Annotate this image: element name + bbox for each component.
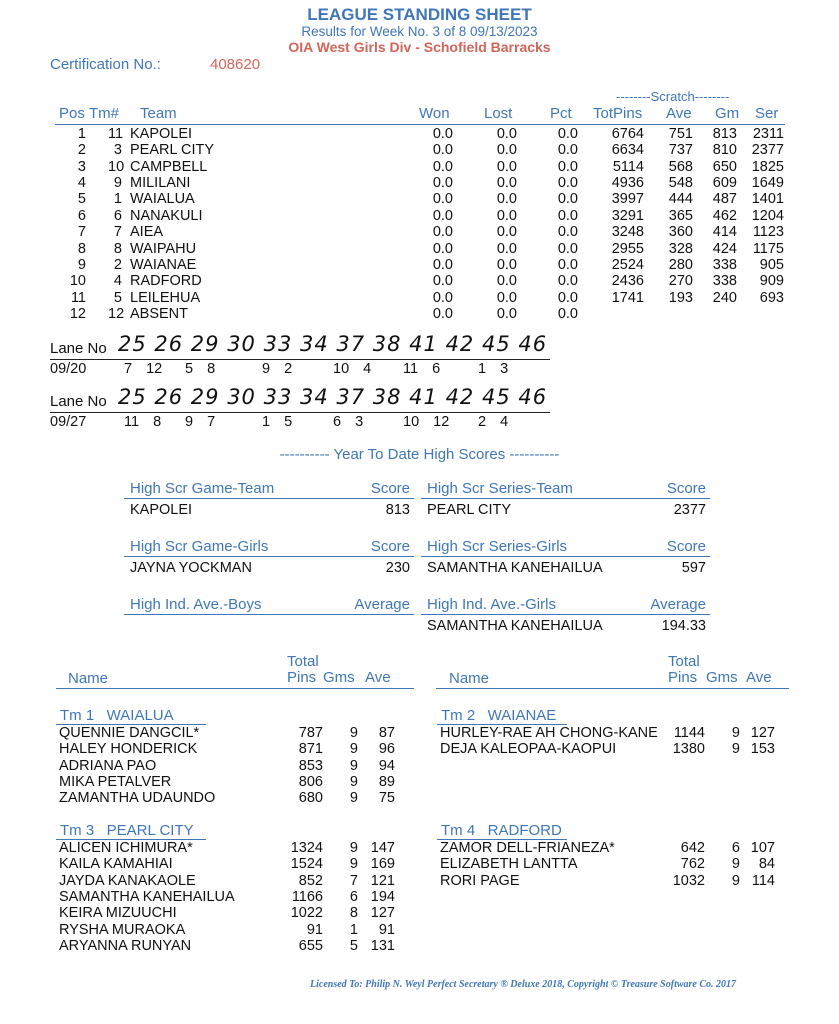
player-name: HURLEY-RAE AH CHONG-KANE [440, 725, 658, 741]
player-average: 153 [750, 741, 775, 758]
player-games: 5 [349, 937, 358, 954]
tm-num-cell: 9 [113, 175, 122, 192]
player-row [0, 725, 839, 741]
gm-cell: 424 [712, 240, 737, 257]
ser-cell: 1649 [751, 175, 784, 192]
lost-cell: 0.0 [496, 256, 517, 273]
ytd-box-value: 813 [385, 502, 410, 518]
ytd-box-name: KAPOLEI [130, 502, 193, 518]
won-cell: 0.0 [432, 289, 453, 306]
scratch-label: --------Scratch-------- [616, 89, 730, 104]
ytd-box-column: Score [666, 480, 706, 497]
ytd-box-value: 2377 [673, 502, 706, 518]
players-total-header: Total [668, 653, 700, 670]
lost-cell: 0.0 [496, 273, 517, 290]
tm-num-cell: 10 [108, 158, 125, 175]
lane-pair: 11 8 [124, 414, 162, 430]
totpins-cell: 4936 [611, 175, 644, 192]
player-games: 9 [349, 773, 358, 790]
player-name: RYSHA MURAOKA [59, 921, 186, 938]
pos-cell: 5 [77, 191, 86, 208]
standings-row [0, 191, 839, 207]
player-average: 169 [370, 856, 395, 873]
player-row [0, 889, 839, 905]
player-row [0, 840, 839, 856]
team-name-cell: RADFORD [130, 273, 202, 290]
ytd-box-column: Score [370, 538, 410, 555]
lost-cell: 0.0 [496, 126, 517, 142]
players-ave-header: Ave [365, 669, 391, 686]
ytd-box-name: PEARL CITY [427, 502, 512, 518]
pos-cell: 4 [77, 175, 86, 192]
lane-date: 09/20 [50, 361, 87, 377]
player-pins: 680 [298, 790, 323, 807]
player-pins: 806 [298, 773, 323, 790]
lost-cell: 0.0 [496, 305, 517, 322]
gm-cell: 813 [712, 126, 737, 142]
col-ave: Ave [666, 105, 692, 122]
team-block-title: Tm 1 WAIALUA [60, 707, 174, 724]
team-block-title: Tm 2 WAIANAE [441, 707, 557, 724]
won-cell: 0.0 [432, 256, 453, 273]
player-name: ZAMANTHA UDAUNDO [59, 790, 216, 807]
pos-cell: 10 [69, 273, 86, 290]
pct-cell: 0.0 [557, 289, 578, 306]
standings-header-rule [55, 124, 785, 125]
ave-cell: 328 [668, 240, 693, 257]
ytd-box-rule [421, 614, 710, 615]
standings-row [0, 257, 839, 273]
player-games: 9 [349, 856, 358, 873]
player-average: 84 [758, 856, 775, 873]
certification-number: 408620 [210, 56, 261, 73]
players-total-header: Total [287, 653, 319, 670]
player-average: 96 [378, 741, 395, 758]
gm-cell: 338 [712, 256, 737, 273]
lane-underline [50, 412, 550, 413]
player-row [0, 873, 839, 889]
won-cell: 0.0 [432, 191, 453, 208]
team-name-cell: ABSENT [130, 305, 189, 322]
pct-cell: 0.0 [557, 191, 578, 208]
totpins-cell: 6634 [611, 142, 644, 159]
ave-cell: 365 [668, 207, 693, 224]
col-tm: Tm# [89, 105, 119, 122]
standings-row [0, 306, 839, 322]
pct-cell: 0.0 [557, 240, 578, 257]
player-average: 89 [378, 773, 395, 790]
player-games: 9 [349, 757, 358, 774]
team-name-cell: LEILEHUA [130, 289, 201, 306]
player-average: 127 [750, 725, 775, 741]
player-pins: 91 [306, 921, 323, 938]
col-lost: Lost [484, 105, 513, 122]
gm-cell: 414 [712, 224, 737, 241]
gm-cell: 810 [712, 142, 737, 159]
player-name: HALEY HONDERICK [59, 741, 198, 758]
lane-pair: 10 12 [403, 414, 450, 430]
player-games: 7 [349, 872, 358, 889]
lane-underline [50, 359, 550, 360]
team-name-cell: CAMPBELL [130, 158, 208, 175]
player-name: ARYANNA RUNYAN [59, 937, 192, 954]
player-row [0, 758, 839, 774]
sheet-title: LEAGUE STANDING SHEET [307, 5, 532, 24]
player-pins: 852 [298, 872, 323, 889]
tm-num-cell: 1 [113, 191, 122, 208]
tm-num-cell: 3 [113, 142, 122, 159]
lost-cell: 0.0 [496, 224, 517, 241]
lane-pair: 7 12 [124, 361, 163, 377]
player-average: 127 [370, 905, 395, 922]
players-ave-header: Ave [746, 669, 772, 686]
player-name: ZAMOR DELL-FRIANEZA* [440, 840, 615, 856]
tm-num-cell: 11 [108, 126, 124, 142]
ytd-box-rule [124, 556, 414, 557]
won-cell: 0.0 [432, 158, 453, 175]
won-cell: 0.0 [432, 224, 453, 241]
ave-cell: 444 [668, 191, 693, 208]
standings-row [0, 290, 839, 306]
team-name-cell: WAIALUA [130, 191, 195, 208]
col-totpins: TotPins [593, 105, 643, 122]
player-pins: 787 [298, 725, 323, 741]
lost-cell: 0.0 [496, 207, 517, 224]
player-name: ALICEN ICHIMURA* [59, 840, 193, 856]
totpins-cell: 2955 [611, 240, 644, 257]
player-name: ELIZABETH LANTTA [440, 856, 578, 873]
tm-num-cell: 8 [113, 240, 122, 257]
ser-cell: 693 [759, 289, 784, 306]
totpins-cell: 2436 [611, 273, 644, 290]
player-average: 107 [750, 840, 775, 856]
won-cell: 0.0 [432, 305, 453, 322]
ave-cell: 280 [668, 256, 693, 273]
gm-cell: 240 [712, 289, 737, 306]
player-average: 131 [370, 937, 395, 954]
player-average: 121 [370, 872, 395, 889]
totpins-cell: 1741 [611, 289, 644, 306]
standings-row [0, 175, 839, 191]
won-cell: 0.0 [432, 126, 453, 142]
lost-cell: 0.0 [496, 175, 517, 192]
ave-cell: 270 [668, 273, 693, 290]
ytd-box-value: 194.33 [661, 618, 706, 634]
won-cell: 0.0 [432, 175, 453, 192]
player-pins: 1144 [673, 725, 705, 741]
player-games: 9 [731, 725, 740, 741]
ytd-box-label: High Scr Series-Girls [427, 538, 568, 555]
lost-cell: 0.0 [496, 158, 517, 175]
ave-cell: 737 [668, 142, 693, 159]
tm-num-cell: 5 [113, 289, 122, 306]
license-footer: Licensed To: Philip N. Weyl Perfect Secretary ® Deluxe 2018, Copyright © Treasure Software Co. 2017 [310, 979, 737, 990]
ser-cell: 1175 [752, 240, 784, 257]
ytd-box-rule [421, 556, 710, 557]
col-team: Team [140, 105, 177, 122]
player-pins: 1324 [290, 840, 323, 856]
pct-cell: 0.0 [557, 142, 578, 159]
player-name: MIKA PETALVER [59, 773, 172, 790]
col-ser: Ser [755, 105, 779, 122]
lane-pair: 9 7 [185, 414, 216, 430]
standings-row [0, 208, 839, 224]
team-block-title: Tm 4 RADFORD [441, 822, 562, 839]
pct-cell: 0.0 [557, 207, 578, 224]
pct-cell: 0.0 [557, 175, 578, 192]
player-average: 194 [370, 888, 395, 905]
ave-cell: 193 [668, 289, 693, 306]
standings-row [0, 142, 839, 158]
gm-cell: 462 [712, 207, 737, 224]
lane-pair: 9 2 [262, 361, 293, 377]
ser-cell: 1204 [751, 207, 784, 224]
player-pins: 762 [680, 856, 705, 873]
player-games: 9 [731, 872, 740, 889]
player-games: 9 [349, 725, 358, 741]
won-cell: 0.0 [432, 273, 453, 290]
ytd-box-label: High Scr Game-Team [130, 480, 275, 497]
players-pins-header: Pins [287, 669, 317, 686]
lane-pair: 2 4 [478, 414, 509, 430]
totpins-cell: 3997 [611, 191, 644, 208]
player-pins: 853 [298, 757, 323, 774]
ytd-box-name: SAMANTHA KANEHAILUA [427, 560, 603, 576]
ytd-box-column: Score [666, 538, 706, 555]
standings-row [0, 126, 839, 142]
won-cell: 0.0 [432, 207, 453, 224]
ytd-box-label: High Scr Series-Team [427, 480, 573, 497]
lane-pair: 6 3 [333, 414, 364, 430]
players-name-header: Name [68, 670, 109, 687]
ytd-box-value: 597 [681, 560, 706, 576]
pos-cell: 7 [77, 224, 86, 241]
player-games: 6 [731, 840, 740, 856]
col-pct: Pct [550, 105, 572, 122]
player-row [0, 856, 839, 872]
gm-cell: 609 [712, 175, 737, 192]
tm-num-cell: 7 [113, 224, 122, 241]
lane-date: 09/27 [50, 414, 87, 430]
ser-cell: 2311 [752, 126, 784, 142]
player-average: 91 [378, 921, 395, 938]
player-pins: 871 [298, 741, 323, 758]
player-name: RORI PAGE [440, 872, 520, 889]
players-name-header: Name [449, 670, 490, 687]
player-pins: 1524 [290, 856, 323, 873]
player-name: SAMANTHA KANEHAILUA [59, 888, 235, 905]
player-row [0, 905, 839, 921]
ser-cell: 1123 [752, 224, 784, 241]
won-cell: 0.0 [432, 240, 453, 257]
pos-cell: 2 [77, 142, 86, 159]
lane-label: Lane No [50, 393, 107, 410]
ytd-box-column: Average [650, 596, 706, 613]
player-row [0, 741, 839, 757]
lane-pair: 1 3 [478, 361, 509, 377]
player-games: 9 [349, 741, 358, 758]
lane-pair: 10 4 [333, 361, 372, 377]
ytd-box-label: High Scr Game-Girls [130, 538, 269, 555]
ytd-title: ---------- Year To Date High Scores ---------- [279, 446, 560, 463]
team-name-cell: AIEA [130, 224, 164, 241]
players-pins-header: Pins [668, 669, 698, 686]
league-name: OIA West Girls Div - Schofield Barracks [288, 39, 551, 55]
tm-num-cell: 4 [113, 273, 122, 290]
col-pos: Pos [59, 105, 85, 122]
player-pins: 1032 [672, 872, 705, 889]
lost-cell: 0.0 [496, 191, 517, 208]
tm-num-cell: 12 [108, 305, 125, 322]
player-row [0, 938, 839, 954]
gm-cell: 338 [712, 273, 737, 290]
player-row [0, 922, 839, 938]
player-average: 94 [378, 757, 395, 774]
player-row [0, 790, 839, 806]
pos-cell: 3 [77, 158, 86, 175]
ytd-box-label: High Ind. Ave.-Girls [427, 596, 556, 613]
ave-cell: 751 [668, 126, 693, 142]
player-games: 9 [731, 741, 740, 758]
players-gms-header: Gms [323, 669, 355, 686]
ytd-box-name: JAYNA YOCKMAN [130, 560, 252, 576]
player-games: 6 [349, 888, 358, 905]
pct-cell: 0.0 [557, 256, 578, 273]
lane-pair: 11 6 [403, 361, 441, 377]
player-name: KEIRA MIZUUCHI [59, 905, 177, 922]
pos-cell: 11 [70, 289, 86, 306]
standings-row [0, 224, 839, 240]
handwritten-lane-numbers: 25 26 29 30 33 34 37 38 41 42 45 46 [118, 332, 548, 356]
player-name: ADRIANA PAO [59, 757, 157, 774]
pos-cell: 6 [77, 207, 86, 224]
lost-cell: 0.0 [496, 142, 517, 159]
totpins-cell: 6764 [611, 126, 644, 142]
ytd-box-rule [124, 498, 414, 499]
ytd-box-rule [421, 498, 710, 499]
ytd-box-column: Score [370, 480, 410, 497]
standings-header [0, 106, 839, 122]
ytd-box-name: SAMANTHA KANEHAILUA [427, 618, 603, 634]
player-games: 8 [349, 905, 358, 922]
pos-cell: 12 [69, 305, 86, 322]
lane-pair: 1 5 [262, 414, 293, 430]
pos-cell: 9 [77, 256, 86, 273]
pos-cell: 8 [77, 240, 86, 257]
standings-row [0, 273, 839, 289]
lane-pair: 5 8 [185, 361, 216, 377]
ser-cell: 909 [759, 273, 784, 290]
totpins-cell: 3248 [611, 224, 644, 241]
team-name-cell: KAPOLEI [130, 126, 193, 142]
lost-cell: 0.0 [496, 240, 517, 257]
pct-cell: 0.0 [557, 305, 578, 322]
lost-cell: 0.0 [496, 289, 517, 306]
players-header-rule [56, 688, 414, 689]
col-won: Won [419, 105, 450, 122]
player-name: DEJA KALEOPAA-KAOPUI [440, 741, 617, 758]
pct-cell: 0.0 [557, 224, 578, 241]
pos-cell: 1 [77, 126, 86, 142]
pct-cell: 0.0 [557, 273, 578, 290]
player-average: 75 [378, 790, 395, 807]
certification-label: Certification No.: [50, 56, 161, 73]
tm-num-cell: 2 [113, 256, 122, 273]
totpins-cell: 2524 [611, 256, 644, 273]
ytd-box-column: Average [354, 596, 410, 613]
team-name-cell: MILILANI [130, 175, 191, 192]
player-name: KAILA KAMAHIAI [59, 856, 173, 873]
player-name: QUENNIE DANGCIL* [59, 725, 200, 741]
ytd-box-label: High Ind. Ave.-Boys [130, 596, 262, 613]
col-gm: Gm [715, 105, 740, 122]
team-block-title: Tm 3 PEARL CITY [60, 822, 194, 839]
player-average: 114 [751, 872, 775, 889]
week-subtitle: Results for Week No. 3 of 8 09/13/2023 [301, 24, 538, 39]
totpins-cell: 3291 [611, 207, 644, 224]
ser-cell: 2377 [751, 142, 784, 159]
standings-row [0, 241, 839, 257]
pct-cell: 0.0 [557, 126, 578, 142]
players-gms-header: Gms [706, 669, 738, 686]
team-name-cell: PEARL CITY [130, 142, 215, 159]
tm-num-cell: 6 [113, 207, 122, 224]
players-header-rule [436, 688, 789, 689]
ave-cell: 360 [668, 224, 693, 241]
player-games: 9 [349, 790, 358, 807]
team-name-cell: WAIANAE [130, 256, 197, 273]
totpins-cell: 5114 [612, 158, 644, 175]
ave-cell: 568 [668, 158, 693, 175]
team-name-cell: NANAKULI [130, 207, 203, 224]
team-name-cell: WAIPAHU [130, 240, 197, 257]
ave-cell: 548 [668, 175, 693, 192]
lane-label: Lane No [50, 340, 107, 357]
ser-cell: 1825 [751, 158, 784, 175]
ytd-box-value: 230 [385, 560, 410, 576]
handwritten-lane-numbers: 25 26 29 30 33 34 37 38 41 42 45 46 [118, 385, 548, 409]
player-pins: 655 [298, 937, 323, 954]
player-average: 147 [370, 840, 395, 856]
player-pins: 1380 [672, 741, 705, 758]
pct-cell: 0.0 [557, 158, 578, 175]
player-row [0, 774, 839, 790]
won-cell: 0.0 [432, 142, 453, 159]
ytd-box-rule [124, 614, 414, 615]
player-games: 1 [349, 921, 358, 938]
player-average: 87 [378, 725, 395, 741]
standings-row [0, 159, 839, 175]
gm-cell: 487 [712, 191, 737, 208]
player-pins: 1166 [291, 888, 323, 905]
ser-cell: 905 [759, 256, 784, 273]
player-games: 9 [731, 856, 740, 873]
player-games: 9 [349, 840, 358, 856]
player-name: JAYDA KANAKAOLE [59, 872, 196, 889]
player-pins: 1022 [290, 905, 323, 922]
player-pins: 642 [680, 840, 705, 856]
ser-cell: 1401 [751, 191, 784, 208]
gm-cell: 650 [712, 158, 737, 175]
